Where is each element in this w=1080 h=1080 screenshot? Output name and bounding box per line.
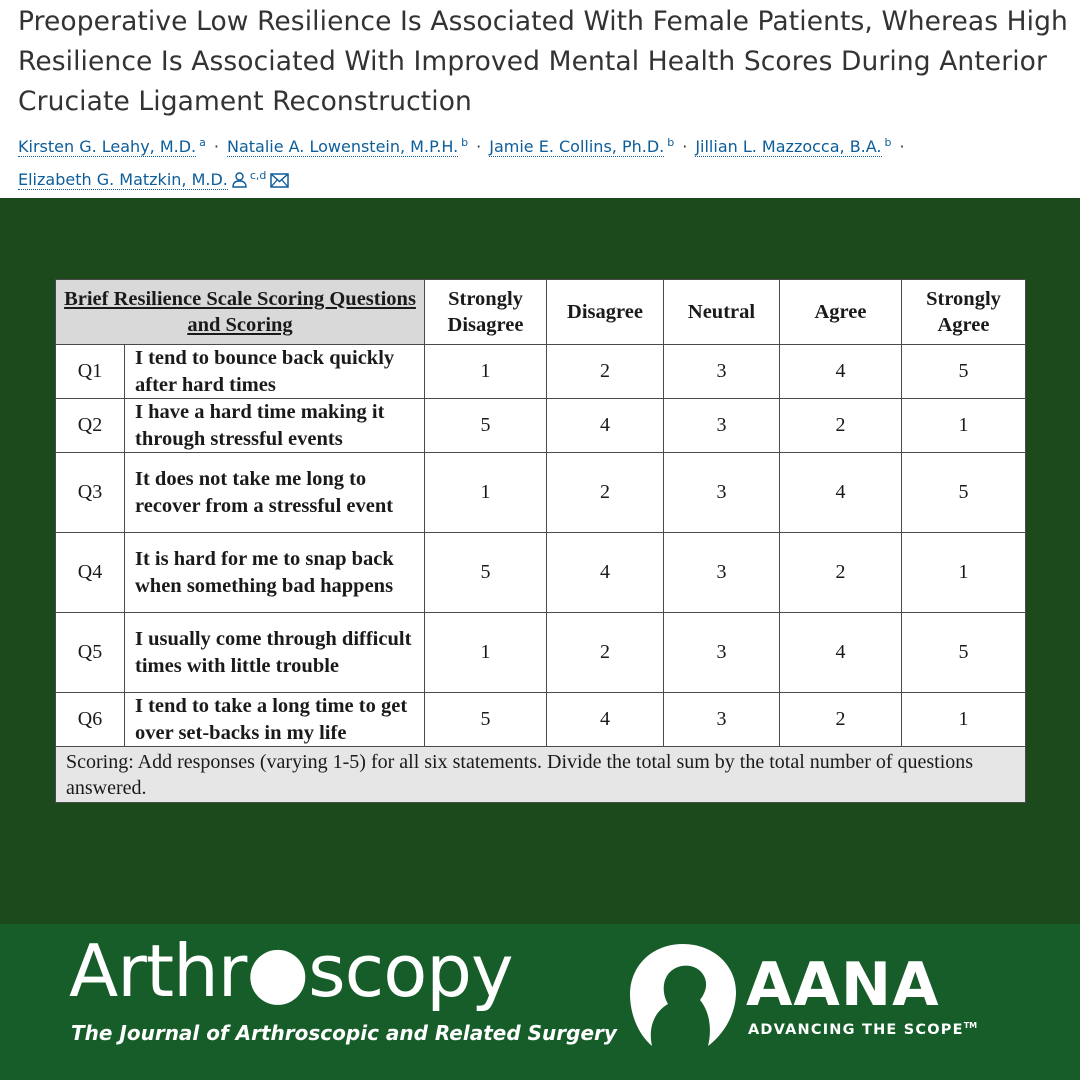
table-row	[56, 533, 1026, 613]
score-cell: 1	[902, 533, 1026, 613]
question-number: Q4	[56, 533, 125, 613]
question-text: I usually come through difficult times with little trouble	[125, 613, 425, 693]
column-header: Neutral	[664, 280, 780, 345]
score-cell: 5	[425, 533, 547, 613]
score-cell: 3	[664, 399, 780, 453]
author-separator: ·	[682, 137, 688, 156]
table-row	[56, 693, 1026, 747]
score-cell: 4	[547, 693, 664, 747]
journal-tagline: The Journal of Arthroscopic and Related Surgery	[71, 1021, 617, 1045]
table-row	[56, 399, 1026, 453]
affiliation-marker[interactable]: a	[199, 136, 206, 149]
score-cell: 5	[425, 693, 547, 747]
table-row	[56, 345, 1026, 399]
aana-logo-icon	[628, 942, 738, 1052]
score-cell: 4	[547, 399, 664, 453]
question-text: I tend to bounce back quickly after hard times	[125, 345, 425, 399]
affiliation-marker[interactable]: b	[461, 136, 469, 149]
author-separator: ·	[213, 137, 219, 156]
score-cell: 5	[902, 453, 1026, 533]
aana-wordmark: AANA	[746, 950, 940, 1020]
question-number: Q1	[56, 345, 125, 399]
journal-footer	[0, 924, 1080, 1080]
scoring-note: Scoring: Add responses (varying 1-5) for all six statements. Divide the total sum by the total number of questions answered.	[56, 747, 1026, 803]
score-cell: 1	[425, 453, 547, 533]
question-number: Q6	[56, 693, 125, 747]
score-cell: 2	[780, 693, 902, 747]
question-number: Q3	[56, 453, 125, 533]
author-separator: ·	[476, 137, 482, 156]
score-cell: 1	[425, 613, 547, 693]
score-cell: 4	[780, 613, 902, 693]
author-link[interactable]: Natalie A. Lowenstein, M.P.H.	[226, 137, 459, 156]
score-cell: 3	[664, 453, 780, 533]
score-cell: 2	[547, 453, 664, 533]
column-header: Agree	[780, 280, 902, 345]
score-cell: 3	[664, 613, 780, 693]
affiliation-marker[interactable]: b	[884, 136, 892, 149]
score-cell: 4	[547, 533, 664, 613]
affiliation-marker[interactable]: b	[667, 136, 675, 149]
author-line-1	[18, 128, 1068, 161]
question-number: Q5	[56, 613, 125, 693]
score-cell: 1	[902, 399, 1026, 453]
question-text: It does not take me long to recover from a stressful event	[125, 453, 425, 533]
aana-tagline-text: ADVANCING THE SCOPE	[748, 1022, 964, 1038]
question-number: Q2	[56, 399, 125, 453]
score-cell: 2	[547, 613, 664, 693]
table-header-row	[56, 280, 1026, 345]
person-icon[interactable]	[232, 168, 247, 197]
question-text: It is hard for me to snap back when something bad happens	[125, 533, 425, 613]
score-cell: 3	[664, 693, 780, 747]
score-cell: 5	[425, 399, 547, 453]
mail-icon[interactable]	[270, 168, 289, 197]
score-cell: 2	[780, 533, 902, 613]
table-row	[56, 453, 1026, 533]
trademark-mark: TM	[963, 1021, 978, 1030]
column-header: Disagree	[547, 280, 664, 345]
score-cell: 4	[780, 453, 902, 533]
aana-tagline	[748, 1017, 977, 1039]
journal-logo-wordmark: Arthr●scopy	[69, 929, 513, 1013]
question-text: I tend to take a long time to get over set-backs in my life	[125, 693, 425, 747]
score-cell: 3	[664, 345, 780, 399]
column-header: Strongly Agree	[902, 280, 1026, 345]
author-separator: ·	[899, 137, 905, 156]
article-title: Preoperative Low Resilience Is Associated With Female Patients, Whereas High Resilience Is Associated With Improved Mental Health Scores During Anterior Cruciate Ligament Reconstruction	[18, 6, 1068, 117]
scoring-row	[56, 747, 1026, 803]
score-cell: 1	[902, 693, 1026, 747]
author-link[interactable]: Jillian L. Mazzocca, B.A.	[695, 137, 882, 156]
table-title: Brief Resilience Scale Scoring Questions and Scoring	[56, 280, 425, 345]
author-link[interactable]: Kirsten G. Leahy, M.D.	[18, 137, 197, 156]
affiliation-marker[interactable]: c,d	[249, 169, 267, 182]
article-header	[0, 0, 1080, 198]
brief-resilience-scale-table	[55, 279, 1026, 803]
score-cell: 5	[902, 345, 1026, 399]
score-cell: 4	[780, 345, 902, 399]
score-cell: 2	[547, 345, 664, 399]
score-cell: 1	[425, 345, 547, 399]
table-row	[56, 613, 1026, 693]
column-header: Strongly Disagree	[425, 280, 547, 345]
score-cell: 3	[664, 533, 780, 613]
score-cell: 2	[780, 399, 902, 453]
author-line-2	[18, 161, 1068, 197]
question-text: I have a hard time making it through stressful events	[125, 399, 425, 453]
score-cell: 5	[902, 613, 1026, 693]
author-link[interactable]: Elizabeth G. Matzkin, M.D.	[18, 170, 228, 189]
author-link[interactable]: Jamie E. Collins, Ph.D.	[489, 137, 665, 156]
author-list	[18, 128, 1068, 197]
